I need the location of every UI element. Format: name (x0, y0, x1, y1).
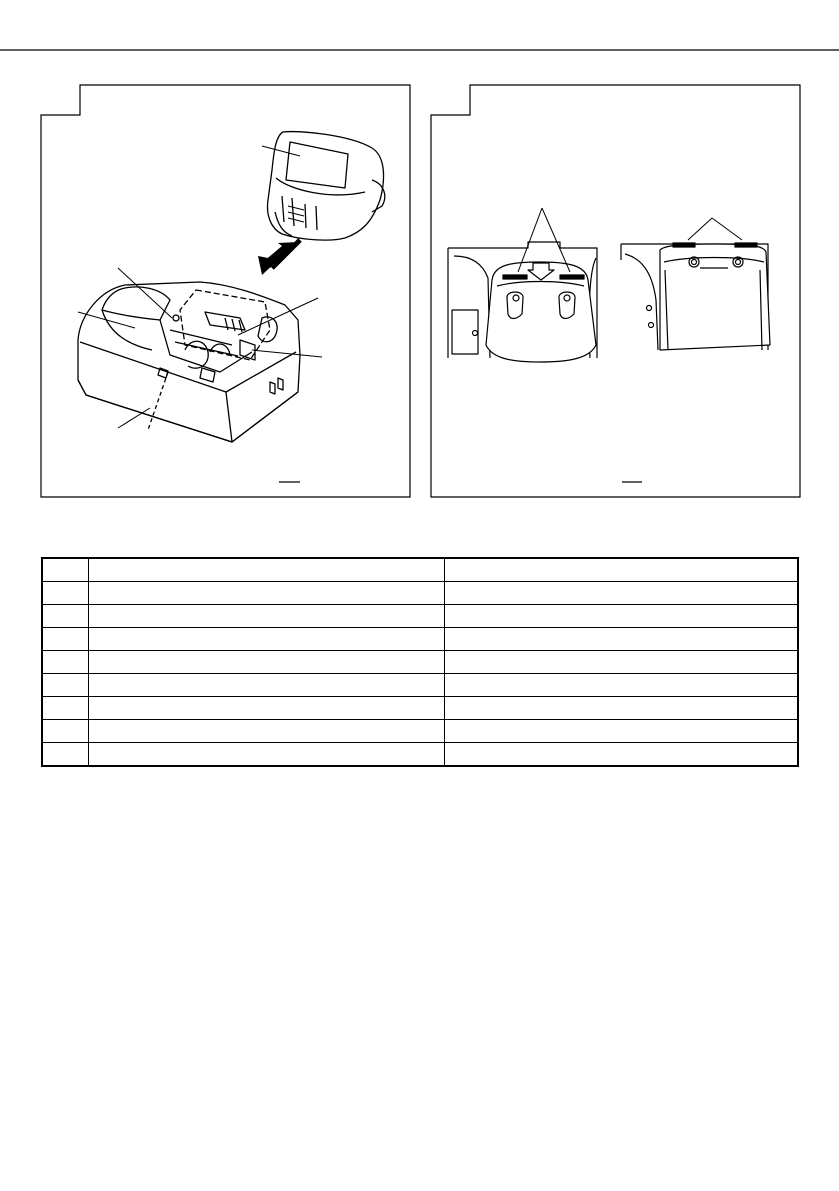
table-cell-no (42, 651, 88, 674)
table-cell-name (88, 558, 444, 582)
table-cell-no (42, 582, 88, 605)
table-cell-no (42, 674, 88, 697)
table-row (42, 720, 798, 743)
table-cell-no (42, 628, 88, 651)
figure-1-panel (41, 85, 410, 497)
table-cell-description (444, 628, 798, 651)
table-cell-description (444, 651, 798, 674)
table-cell-name (88, 651, 444, 674)
table-cell-description (444, 743, 798, 767)
table-cell-name (88, 628, 444, 651)
table-row (42, 628, 798, 651)
table-cell-description (444, 605, 798, 628)
table-cell-description (444, 674, 798, 697)
table-cell-description (444, 558, 798, 582)
table-cell-name (88, 743, 444, 767)
table-row (42, 743, 798, 767)
table-row (42, 558, 798, 582)
table-cell-name (88, 697, 444, 720)
table-cell-description (444, 720, 798, 743)
slot-alignment-view-right (621, 243, 770, 350)
table-cell-name (88, 674, 444, 697)
table-cell-name (88, 605, 444, 628)
table-cell-description (444, 582, 798, 605)
battery-pack-illustration (268, 132, 385, 241)
table-cell-description (444, 697, 798, 720)
table-cell-name (88, 582, 444, 605)
table-row (42, 582, 798, 605)
table-row (42, 651, 798, 674)
table-cell-no (42, 605, 88, 628)
table-cell-no (42, 558, 88, 582)
table-row (42, 674, 798, 697)
table-cell-name (88, 720, 444, 743)
table-row (42, 697, 798, 720)
table-cell-no (42, 697, 88, 720)
parts-table (41, 557, 799, 767)
table-cell-no (42, 720, 88, 743)
table-row (42, 605, 798, 628)
charger-illustration (78, 282, 300, 442)
table-cell-no (42, 743, 88, 767)
figure-2-panel (431, 85, 800, 497)
